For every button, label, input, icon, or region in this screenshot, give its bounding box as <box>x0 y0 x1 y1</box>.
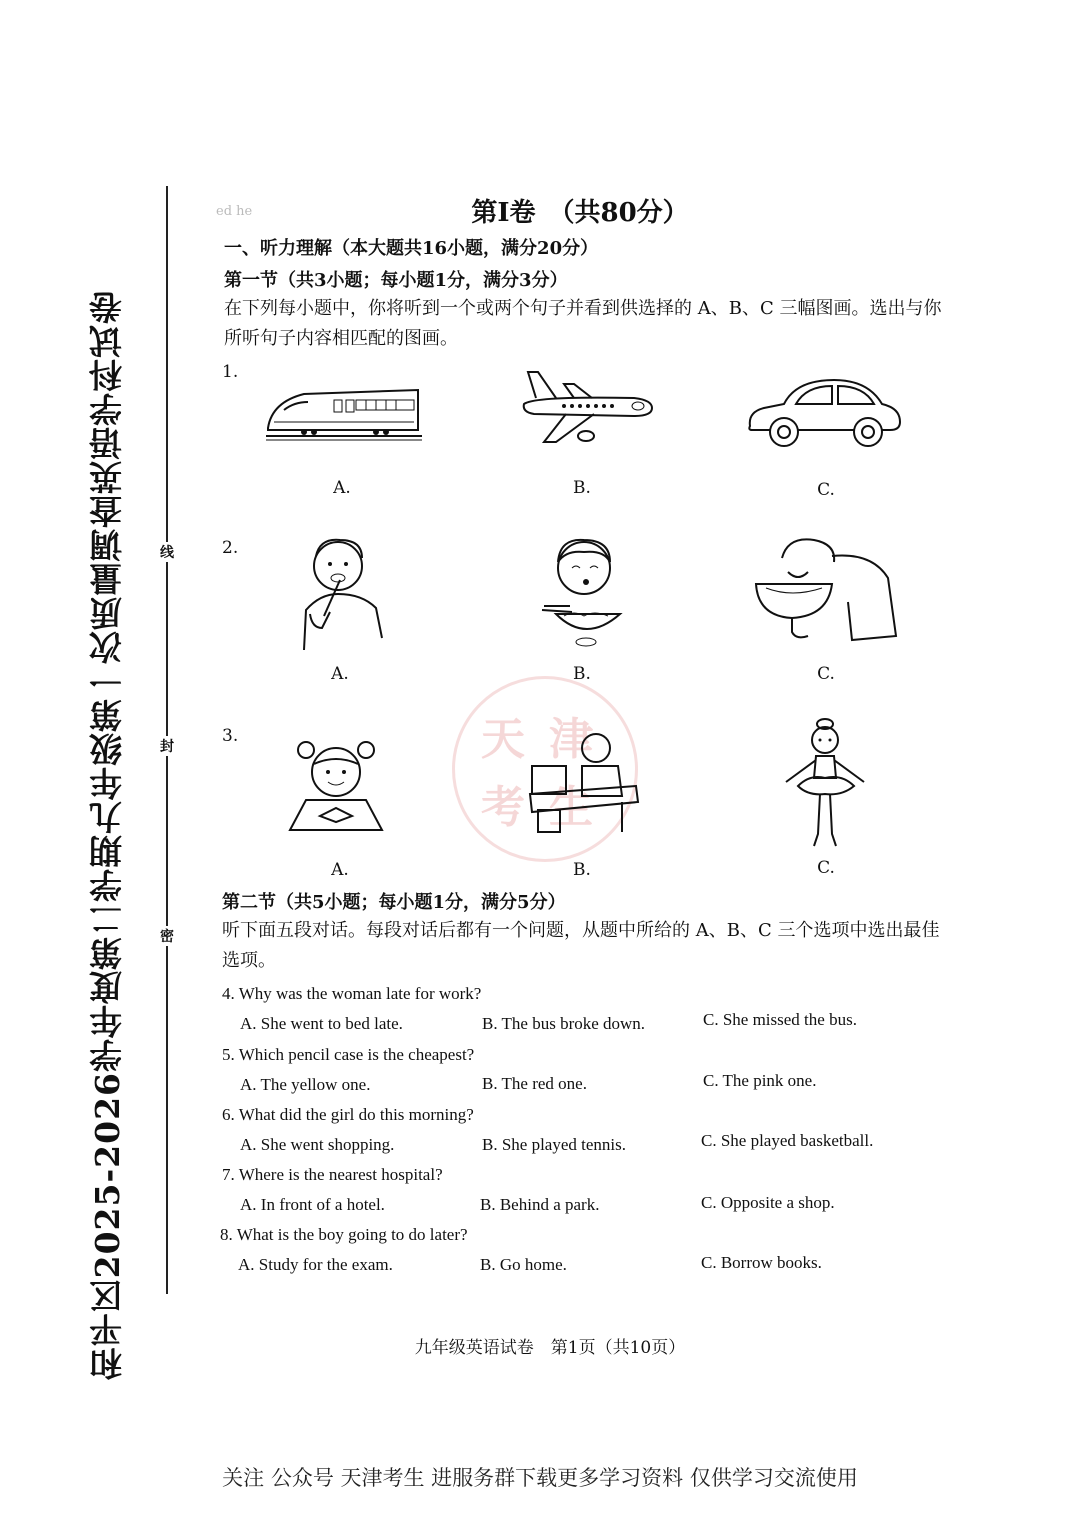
washing-face-icon <box>752 532 902 646</box>
option-label: C. <box>817 664 835 684</box>
option-a: A. The yellow one. <box>240 1075 371 1094</box>
part1-heading: 一、听力理解（本大题共16小题，满分20分） <box>224 238 599 259</box>
brushing-teeth-icon <box>290 532 390 652</box>
option-label: B. <box>573 478 591 498</box>
question-number: 2. <box>222 538 239 558</box>
car-icon <box>744 372 904 452</box>
option-c: C. Borrow books. <box>701 1253 822 1272</box>
option-b: B. Behind a park. <box>480 1195 600 1214</box>
question-number: 3. <box>222 726 239 746</box>
option-label: B. <box>573 664 591 684</box>
question-text: 7. Where is the nearest hospital? <box>222 1165 443 1184</box>
stamp-watermark: 天 津 考 生 <box>452 676 638 862</box>
option-label: A. <box>331 860 349 880</box>
option-b: B. Go home. <box>480 1255 567 1274</box>
bottom-banner: 关注 公众号 天津考生 进服务群下载更多学习资料 仅供学习交流使用 <box>222 1466 858 1490</box>
question-text: 5. Which pencil case is the cheapest? <box>222 1045 475 1064</box>
option-a: A. Study for the exam. <box>238 1255 393 1274</box>
option-label: A. <box>333 478 351 498</box>
option-b: B. The bus broke down. <box>482 1014 646 1033</box>
train-icon <box>264 380 424 442</box>
question-text: 8. What is the boy going to do later? <box>220 1225 468 1244</box>
option-a: A. She went to bed late. <box>240 1014 403 1033</box>
ballet-dancer-icon <box>780 712 870 852</box>
option-b: B. She played tennis. <box>482 1135 627 1154</box>
binding-mark-line: 线 <box>156 542 178 562</box>
reading-girl-icon <box>286 734 386 834</box>
option-c: C. The pink one. <box>703 1071 817 1090</box>
binding-mark-secret: 密 <box>156 926 178 946</box>
option-c: C. She played basketball. <box>701 1131 874 1150</box>
eating-icon <box>534 532 634 652</box>
question-text: 4. Why was the woman late for work? <box>222 984 482 1003</box>
section1-heading: 第一节（共3小题；每小题1分，满分3分） <box>224 270 568 291</box>
option-a: A. She went shopping. <box>240 1135 395 1154</box>
option-label: C. <box>817 858 835 878</box>
page-title: 第Ⅰ卷 （共80分） <box>471 198 689 228</box>
section2-heading: 第二节（共5小题；每小题1分，满分5分） <box>222 892 566 913</box>
ghost-text: ed he <box>216 204 253 219</box>
side-title: 和平区2025-2026学年度第二学期九年级第一次质量调查英语学科试卷 <box>88 290 127 1381</box>
option-a: A. In front of a hotel. <box>240 1195 385 1214</box>
option-c: C. She missed the bus. <box>703 1010 857 1029</box>
binding-mark-seal: 封 <box>156 736 178 756</box>
computer-icon <box>526 726 646 836</box>
option-c: C. Opposite a shop. <box>701 1193 835 1212</box>
section2-instruction: 听下面五段对话。每段对话后都有一个问题，从题中所给的 A、B、C 三个选项中选出最佳选项。 <box>222 920 940 971</box>
page-footer: 九年级英语试卷 第1页（共10页） <box>414 1338 686 1358</box>
question-number: 1. <box>222 362 239 382</box>
section1-instruction: 在下列每小题中，你将听到一个或两个句子并看到供选择的 A、B、C 三幅图画。选出与你所听句子内容相匹配的图画。 <box>224 298 942 349</box>
option-label: B. <box>573 860 591 880</box>
airplane-icon <box>514 368 656 448</box>
option-label: A. <box>331 664 349 684</box>
option-label: C. <box>817 480 835 500</box>
option-b: B. The red one. <box>482 1074 587 1093</box>
question-text: 6. What did the girl do this morning? <box>222 1105 474 1124</box>
